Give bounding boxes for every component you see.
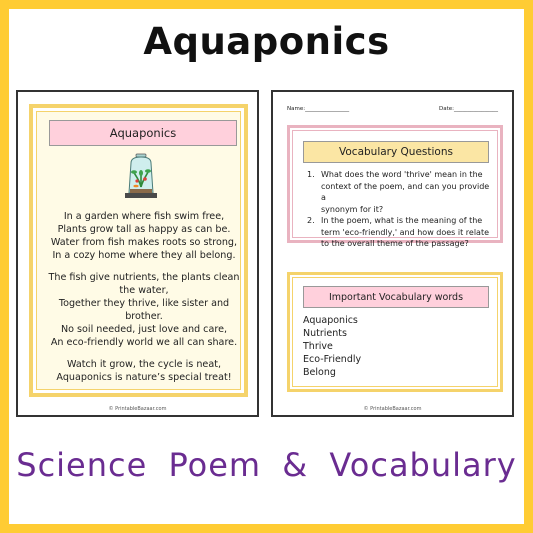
vocabulary-words-title: Important Vocabulary words [303,286,489,308]
vocabulary-word-list [303,314,361,379]
poem-stanza [43,358,245,384]
question-item [297,169,493,215]
poem-line: brother. [125,311,163,322]
vocabulary-word: Thrive [303,341,333,352]
poem-line: An eco-friendly world we all can share. [50,337,238,348]
question-line: term 'eco-friendly,' and how does it relate [321,227,490,237]
name-date-row [287,106,498,112]
poem-border [29,104,248,397]
poem-line: Aquaponics is nature’s special treat! [56,372,232,383]
question-line: context of the poem, and can you provide a [321,181,490,202]
page-title: Aquaponics [143,20,390,63]
poem-line: Watch it grow, the cycle is neat, [66,359,222,370]
name-field-label: Name:________________ [287,106,350,112]
aquarium-plant-icon [121,153,161,199]
vocabulary-words-panel [292,277,498,387]
poem-line: the water, [119,285,169,296]
poem-line: Together they thrive, like sister and [58,298,230,309]
poem-worksheet-page [16,90,259,417]
poem-line: The fish give nutrients, the plants clean [48,272,240,283]
question-item [297,215,493,250]
vocabulary-word: Belong [303,367,336,378]
question-number: 2. [307,216,315,225]
poem-stanza [43,210,245,262]
poem-body [43,210,245,393]
question-line: to the overall theme of the passage? [321,239,469,248]
poem-panel [36,111,241,390]
vocabulary-word: Aquaponics [303,315,358,326]
vocabulary-worksheet-page [271,90,514,417]
question-line: In the poem, what is the meaning of the [321,216,483,225]
vocabulary-questions-box [287,125,503,248]
poem-title: Aquaponics [49,120,237,146]
vocabulary-words-box [287,272,503,392]
poem-line: In a cozy home where they all belong. [52,250,236,261]
poem-line: In a garden where fish swim free, [63,211,225,222]
copyright-credit: © PrintableBazaar.com [108,406,167,412]
question-number: 1. [307,170,315,179]
vocabulary-questions-title: Vocabulary Questions [303,141,489,163]
vocabulary-word: Nutrients [303,328,347,339]
poem-stanza [43,271,245,349]
vocabulary-questions-panel [292,130,498,248]
question-line: synonym for it? [321,204,384,214]
poem-line: Water from fish makes roots so strong, [50,237,238,248]
vocabulary-word: Eco-Friendly [303,354,362,365]
poem-line: No soil needed, just love and care, [60,324,228,335]
copyright-credit: © PrintableBazaar.com [363,406,422,412]
footer-title: Science Poem & Vocabulary [16,446,517,484]
question-line: What does the word 'thrive' mean in the [321,170,483,179]
question-list [297,169,493,250]
date-field-label: Date:________________ [439,106,498,112]
poem-line: Plants grow tall as happy as can be. [57,224,231,235]
